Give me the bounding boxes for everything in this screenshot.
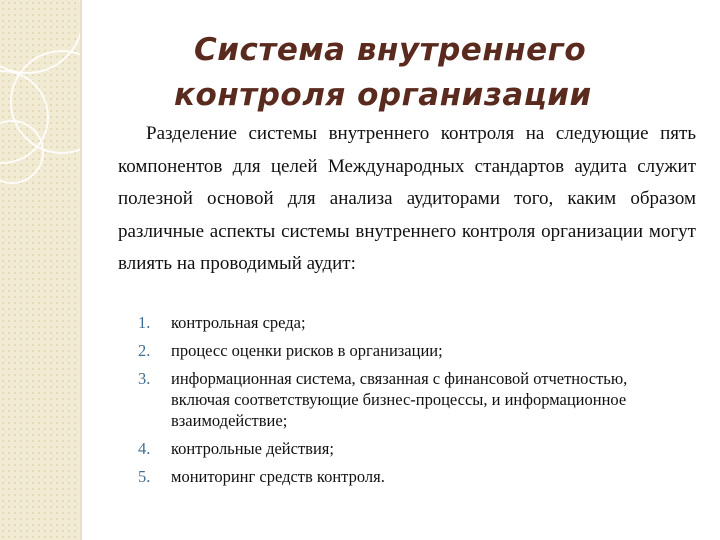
list-item-number: 1. [138, 313, 151, 332]
list-item [138, 466, 683, 487]
list-item-number: 2. [138, 341, 151, 360]
slide-title-line-1: Система внутреннего [194, 32, 587, 68]
list-item-text: мониторинг средств контроля. [171, 467, 385, 486]
list-item-text: контрольные действия; [171, 439, 334, 458]
list-item-text: контрольная среда; [171, 313, 306, 332]
components-list [138, 312, 683, 494]
list-item-number: 3. [138, 369, 151, 388]
slide-title [150, 28, 670, 118]
list-item [138, 368, 683, 431]
list-item-number: 4. [138, 439, 151, 458]
list-item-text: процесс оценки рисков в организации; [171, 341, 443, 360]
list-item [138, 312, 683, 333]
intro-paragraph: Разделение системы внутреннего контроля на следующие пять компонентов для целей Международных стандартов аудита служит полезной основой для анализа аудиторами того, каким образом различные аспекты системы внутреннего контроля организации могут влиять на проводимый аудит: [118, 123, 696, 274]
list-item [138, 438, 683, 459]
decorative-side-band [0, 0, 80, 540]
side-band-edge [80, 0, 82, 540]
slide-title-line-2: контроля организации [174, 77, 592, 113]
list-item-text: информационная система, связанная с финансовой отчетностью, включая соответствующие бизнес-процессы, и информационное взаимодействие; [171, 369, 628, 430]
list-item [138, 340, 683, 361]
list-item-number: 5. [138, 467, 151, 486]
